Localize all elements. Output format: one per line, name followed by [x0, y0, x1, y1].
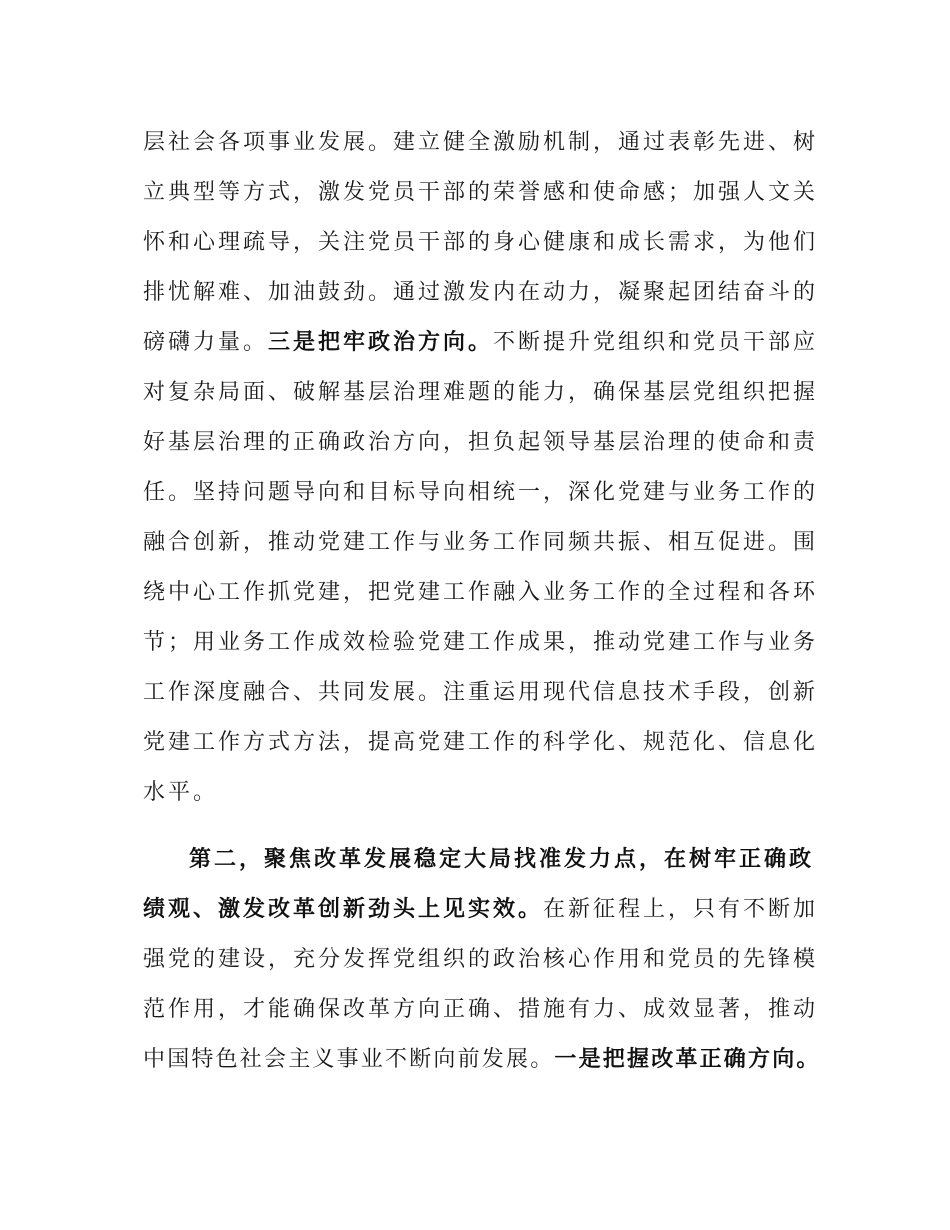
text-line-13: [143, 728, 818, 758]
text-line-16: [143, 895, 818, 925]
line-3-text: 怀和心理疏导，关注党员干部的身心健康和成长需求，为他们: [143, 230, 819, 255]
line-2-text: 立典型等方式，激发党员干部的荣誉感和使命感；加强人文关: [143, 180, 819, 205]
text-line-4: [143, 278, 818, 308]
line-5-bold-heading: 三是把牢政治方向。: [268, 330, 494, 355]
line-5-text-a: 磅礴力量。: [143, 330, 269, 355]
text-line-5: [143, 328, 818, 358]
line-5-text-b: 不断提升党组织和党员干部应: [493, 330, 819, 355]
line-1-text: 层社会各项事业发展。建立健全激励机制，通过表彰先进、树: [143, 130, 819, 155]
text-line-18: [143, 995, 818, 1025]
text-line-14: [143, 778, 218, 808]
text-line-12: [143, 678, 818, 708]
text-line-1: [143, 128, 818, 158]
line-17-text: 强党的建设，充分发挥党组织的政治核心作用和党员的先锋模: [143, 947, 819, 972]
line-9-text: 融合创新，推动党建工作与业务工作同频共振、相互促进。围: [143, 530, 819, 555]
line-13-text: 党建工作方式方法，提高党建工作的科学化、规范化、信息化: [143, 730, 819, 755]
line-19-text: 中国特色社会主义事业不断向前发展。: [143, 1047, 555, 1072]
text-line-19: [143, 1045, 821, 1075]
section-heading-second: 第二，聚焦改革发展稳定大局找准发力点，在树牢正确政: [189, 847, 815, 872]
text-line-6: [143, 378, 818, 408]
text-line-9: [143, 528, 818, 558]
line-4-text: 排忧解难、加油鼓劲。通过激发内在动力，凝聚起团结奋斗的: [143, 280, 819, 305]
text-line-2: [143, 178, 818, 208]
text-line-15: [189, 845, 814, 875]
text-line-3: [143, 228, 818, 258]
line-19-bold-heading: 一是把握改革正确方向。: [554, 1047, 821, 1072]
text-line-17: [143, 945, 818, 975]
text-line-11: [143, 628, 818, 658]
text-line-8: [143, 478, 818, 508]
line-16-bold-heading: 绩观、激发改革创新劲头上见实效。: [143, 897, 544, 922]
line-11-text: 节；用业务工作成效检验党建工作成果，推动党建工作与业务: [143, 630, 819, 655]
line-8-text: 任。坚持问题导向和目标导向相统一，深化党建与业务工作的: [143, 480, 819, 505]
line-16-text: 在新征程上，只有不断加: [543, 897, 819, 922]
text-line-10: [143, 578, 818, 608]
line-10-text: 绕中心工作抓党建，把党建工作融入业务工作的全过程和各环: [143, 580, 819, 605]
line-14-text: 水平。: [143, 780, 219, 805]
line-12-text: 工作深度融合、共同发展。注重运用现代信息技术手段，创新: [143, 680, 819, 705]
line-18-text: 范作用，才能确保改革方向正确、措施有力、成效显著，推动: [143, 997, 819, 1022]
line-7-text: 好基层治理的正确政治方向，担负起领导基层治理的使命和责: [143, 430, 819, 455]
text-line-7: [143, 428, 818, 458]
line-6-text: 对复杂局面、破解基层治理难题的能力，确保基层党组织把握: [143, 380, 819, 405]
